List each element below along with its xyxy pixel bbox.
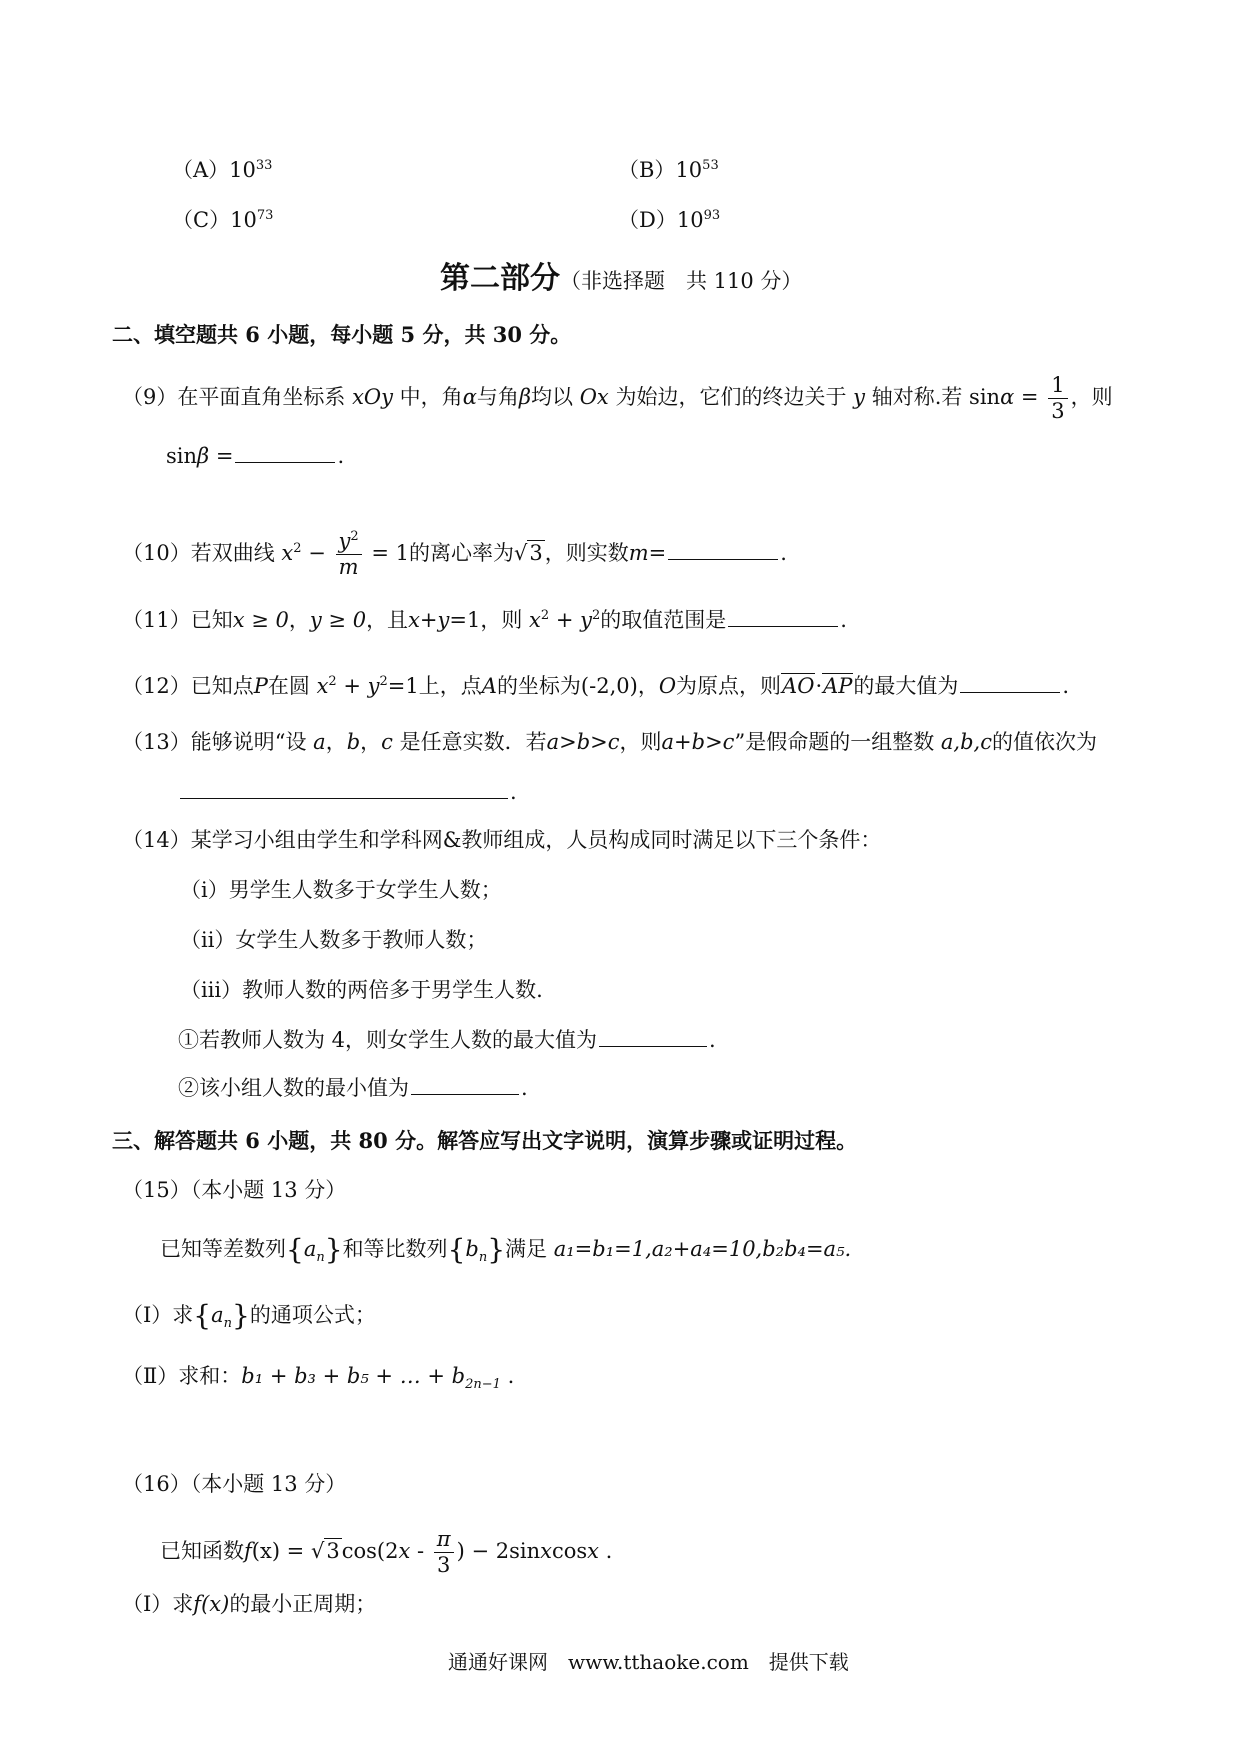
part-two-title: 第二部分（非选择题 共 110 分） <box>440 261 803 296</box>
question-13-answer-line: . <box>178 782 517 803</box>
question-16-statement: 已知函数f(x) = √3cos(2x - $\frac{\pi}{3}$ ) − 2sinxcosx . <box>160 1527 613 1578</box>
question-15-header: （15）（本小题 13 分） <box>122 1178 347 1202</box>
question-10: （10）若双曲线 $x^2$ − $\frac{y^2}{m}$ = 1的离心率为√3，则实数m= . <box>122 529 787 580</box>
answer-blank[interactable] <box>411 1092 519 1095</box>
answer-blank[interactable] <box>180 796 508 799</box>
fraction: $\frac{y^2}{m}$ <box>336 530 362 579</box>
answer-blank[interactable] <box>668 557 778 560</box>
question-12: （12）已知点P在圆 $x^2 + y^2=1$上，点A的坐标为(-2,0)，O为原点，则AO·AP的最大值为 . <box>122 674 1070 698</box>
option-b: $(B)10^{53}$ <box>618 158 719 182</box>
fraction: $\frac{1}{3}$ <box>1048 374 1067 423</box>
option-a: $(A)10^{33}$ <box>172 158 273 182</box>
sqrt: √3 <box>513 541 543 566</box>
option-d: $(D)10^{93}$ <box>618 208 721 232</box>
question-15-part-2: （Ⅱ）求和：b₁ + b₃ + b₅ + … + $b_{2n-1}$ . <box>122 1364 515 1393</box>
question-11: （11）已知x ≥ 0，y ≥ 0，且x+y=1，则 $x^2 + y^2$的取值范围是 . <box>122 608 847 632</box>
vector-ao: AO <box>782 674 815 698</box>
section-three-heading: 三、解答题共 6 小题，共 80 分。解答应写出文字说明，演算步骤或证明过程。 <box>112 1128 858 1153</box>
question-16-part-1: （Ⅰ）求f(x)的最小正周期； <box>122 1592 377 1616</box>
answer-blank[interactable] <box>235 460 335 463</box>
question-14-sub-1: ①若教师人数为 4，则女学生人数的最大值为 . <box>178 1028 716 1052</box>
question-14-sub-2: ②该小组人数的最小值为 . <box>178 1076 528 1100</box>
answer-blank[interactable] <box>599 1044 707 1047</box>
question-14-condition-2: （ⅱ）女学生人数多于教师人数； <box>180 928 488 952</box>
question-13: （13）能够说明“设 a，b，c 是任意实数．若a>b>c，则a+b>c”是假命题的一组整数 a,b,c的值依次为 <box>122 730 1097 754</box>
question-9-answer-line: sinβ = . <box>166 444 345 468</box>
section-two-heading: 二、填空题共 6 小题，每小题 5 分，共 30 分。 <box>112 322 572 347</box>
vector-ap: AP <box>823 674 853 698</box>
question-14: （14）某学习小组由学生和学科网&教师组成，人员构成同时满足以下三个条件： <box>122 828 882 852</box>
fraction: $\frac{\pi}{3}$ <box>434 1528 454 1577</box>
question-14-condition-1: （ⅰ）男学生人数多于女学生人数； <box>180 878 502 902</box>
answer-blank[interactable] <box>728 624 838 627</box>
answer-blank[interactable] <box>960 690 1060 693</box>
question-15-statement: 已知等差数列$\{a_n\}$和等比数列$\{b_n\}$满足 a₁=b₁=1,a₂+a₄=10,b₂b₄=a₅. <box>160 1233 852 1266</box>
page-footer: 通通好课网 www.tthaoke.com 提供下载 <box>448 1650 849 1674</box>
question-15-part-1: （Ⅰ）求$\{a_n\}$的通项公式； <box>122 1299 376 1332</box>
question-16-header: （16）（本小题 13 分） <box>122 1472 347 1496</box>
option-c: $(C)10^{73}$ <box>172 208 274 232</box>
question-9: （9）在平面直角坐标系 xOy 中，角α与角β均以 Ox 为始边，它们的终边关于 y 轴对称.若 sinα = $\frac{1}{3}$ ，则 <box>122 373 1113 424</box>
sqrt: √3 <box>310 1539 340 1564</box>
question-14-condition-3: （ⅲ）教师人数的两倍多于男学生人数. <box>180 978 543 1002</box>
